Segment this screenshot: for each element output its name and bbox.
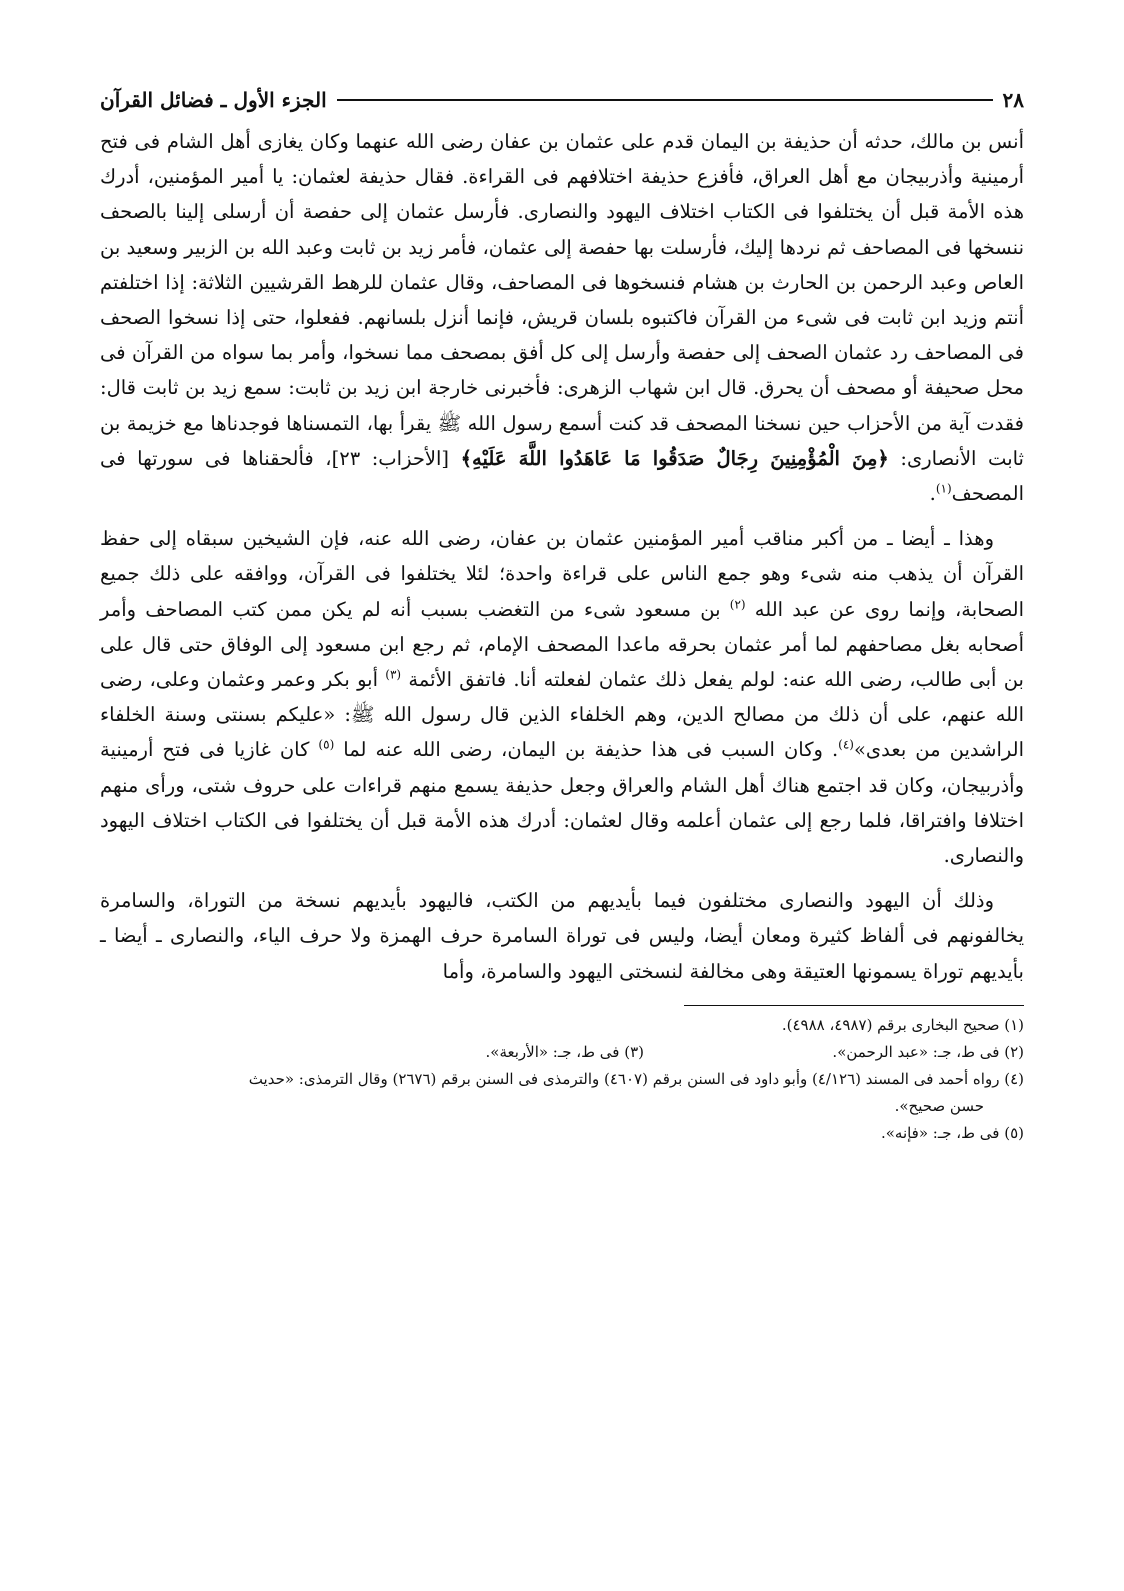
footnote-marker-2: (٢) <box>729 597 746 612</box>
footnotes <box>100 1012 1024 1147</box>
quran-verse: ﴿مِنَ الْمُؤْمِنِينَ رِجَالٌ صَدَقُوا مَا عَاهَدُوا اللَّهَ عَلَيْهِ﴾ <box>460 446 889 470</box>
page-header <box>100 80 1024 120</box>
footnote-1: (١) صحيح البخارى برقم (٤٩٨٧، ٤٩٨٨). <box>781 1015 1024 1034</box>
paragraph-3-text: وذلك أن اليهود والنصارى مختلفون فيما بأيديهم من الكتب، فاليهود بأيديهم نسخة من التوراة، والسامرة يخالفونهم فى ألفاظ كثيرة ومعان أيضا، وليس فى توراة السامرة حرف الهمزة ولا حرف الياء، والنصارى ـ أيضا ـ بأيديهم توراة يسمونها العتيقة وهى مخالفة لنسختى اليهود والسامرة، وأما <box>100 889 1024 983</box>
footnote-3: (٣) فى ط، جـ: «الأربعة». <box>485 1042 644 1061</box>
header-rule <box>337 99 993 101</box>
footnote-row-2-3 <box>100 1039 1024 1066</box>
paragraph-2-text-e: كان غازيا فى فتح أرمينية وأذربيجان، وكان قد اجتمع هناك أهل الشام والعراق وجعل حذيفة يسمع منهم قراءات على حروف شتى، ورأى منهم اختلافا وافتراقا، فلما رجع إلى عثمان أعلمه وقال لعثمان: أدرك هذه الأمة قبل أن يختلفوا فى الكتاب اختلاف اليهود والنصارى. <box>100 738 1024 868</box>
footnote-4: (٤) رواه أحمد فى المسند (٤/١٢٦) وأبو داود فى السنن برقم (٤٦٠٧) والترمذى فى السنن برقم (٢٦٧٦) وقال الترمذى: «حديث <box>248 1069 1024 1088</box>
page-number: ٢٨ <box>1002 88 1024 112</box>
paragraph-1-text-b: [الأحزاب: ٢٣]، فألحقناها فى سورتها فى المصحف <box>100 446 1024 506</box>
paragraph-2-text-d: . وكان السبب فى هذا حذيفة بن اليمان، رضى الله عنه لما <box>334 738 839 762</box>
running-title: الجزء الأول ـ فضائل القرآن <box>100 88 327 112</box>
paragraph-2 <box>100 521 1024 873</box>
footnote-5: (٥) فى ط، جـ: «فإنه». <box>880 1123 1024 1142</box>
footnote-marker-5: (٥) <box>318 737 335 752</box>
footnote-divider <box>684 1005 1024 1006</box>
document-page <box>100 80 1024 1520</box>
paragraph-2-text-a: وهذا ـ أيضا ـ من أكبر مناقب أمير المؤمنين عثمان بن عفان، رضى الله عنه، فإن الشيخين سبقاه إلى حفظ القرآن أن يذهب منه شىء وهو جمع الناس على قراءة واحدة؛ لئلا يختلفوا فى القرآن، ووافقه على ذلك جميع الصحابة، وإنما روى عن عبد الله <box>100 527 1024 621</box>
paragraph-1: أنس بن مالك، حدثه أن حذيفة بن اليمان قدم على عثمان بن عفان رضى الله عنهما وكان يغازى أهل الشام فى فتح أرمينية وأذربيجان مع أهل العراق، فأفزع حذيفة اختلافهم فى القراءة. فقال حذيفة لعثمان: يا أمير المؤمنين، أدرك هذه الأمة قبل أن يختلفوا فى الكتاب اختلاف اليهود والنصارى. فأرسل عثمان إلى حفصة أن أرسلى إلينا بالصحف ننسخها فى المصاحف ثم نردها إليك، فأرسلت بها حفصة إلى عثمان، فأمر زيد بن ثابت وعبد الله بن الزبير وسعيد بن العاص وعبد الرحمن بن الحارث بن هشام فنسخوها فى المصاحف، وقال عثمان للرهط القرشيين الثلاثة: إذا اختلفتم أنتم وزيد ابن ثابت فى شىء من القرآن فاكتبوه بلسان قريش، فإنما أنزل بلسانهم. ففعلوا، حتى إذا نسخوا الصحف فى المصاحف رد عثمان الصحف إلى حفصة وأرسل إلى كل أفق بمصحف مما نسخوا، وأمر بما سواه من القرآن فى محل صحيفة أو مصحف أن يحرق. قال ابن شهاب الزهرى: فأخبرنى خارجة ابن زيد بن ثابت: سمع زيد بن ثابت قال: فقدت آية من الأحزاب حين نسخنا المصحف قد كنت أسمع رسول الله ﷺ يقرأ بها، التمسناها فوجدناها مع خزيمة بن ثابت الأنصارى: ﴿مِنَ الْمُؤْمِنِينَ رِجَالٌ صَدَقُوا مَا عَاهَدُوا اللَّهَ عَلَيْهِ﴾ [الأحزاب: ٢٣]، فألحقناها فى سورتها فى المصحف$^{(١)}$. <box>100 130 1024 506</box>
footnote-marker-1: (١) <box>935 481 952 496</box>
body-text <box>100 124 1024 989</box>
paragraph-3 <box>100 883 1024 989</box>
footnote-4-continued: حسن صحيح». <box>894 1096 984 1115</box>
footnote-marker-3: (٣) <box>385 667 402 682</box>
paragraph-2-text-c: أبو بكر وعمر وعثمان وعلى، رضى الله عنهم، على أن ذلك من مصالح الدين، وهم الخلفاء الذين قال رسول الله ﷺ: «عليكم بسنتى وسنة الخلفاء الراشدين من بعدى» <box>100 668 1024 762</box>
paragraph-2-text-b: بن مسعود شىء من التغضب بسبب أنه لم يكن ممن كتب المصاحف وأمر أصحابه بغل مصاحفهم لما أمر عثمان بحرقه ماعدا المصحف الإمام، ثم رجع ابن مسعود إلى الوفاق حتى قال على بن أبى طالب، رضى الله عنه: لولم يفعل ذلك عثمان لفعلته أنا. فاتفق الأئمة <box>100 597 1024 692</box>
footnote-2: (٢) فى ط، جـ: «عبد الرحمن». <box>832 1042 1024 1061</box>
footnote-marker-4: (٤) <box>838 737 854 752</box>
paragraph-1-text-a: أنس بن مالك، حدثه أن حذيفة بن اليمان قدم على عثمان بن عفان رضى الله عنهما وكان يغازى أهل الشام فى فتح أرمينية وأذربيجان مع أهل العراق، فأفزع حذيفة اختلافهم فى القراءة. فقال حذيفة لعثمان: يا أمير المؤمنين، أدرك هذه الأمة قبل أن يختلفوا فى الكتاب اختلاف اليهود والنصارى. فأرسل عثمان إلى حفصة أن أرسلى إلينا بالصحف ننسخها فى المصاحف ثم نردها إليك، فأرسلت بها حفصة إلى عثمان، فأمر زيد بن ثابت وعبد الله بن الزبير وسعيد بن العاص وعبد الرحمن بن الحارث بن هشام فنسخوها فى المصاحف، وقال عثمان للرهط القرشيين الثلاثة: إذا اختلفتم أنتم وزيد ابن ثابت فى شىء من القرآن فاكتبوه بلسان قريش، فإنما أنزل بلسانهم. ففعلوا، حتى إذا نسخوا الصحف فى المصاحف رد عثمان الصحف إلى حفصة وأرسل إلى كل أفق بمصحف مما نسخوا، وأمر بما سواه من القرآن فى محل صحيفة أو مصحف أن يحرق. قال ابن شهاب الزهرى: فأخبرنى خارجة ابن زيد بن ثابت: سمع زيد بن ثابت قال: فقدت آية من الأحزاب حين نسخنا المصحف قد كنت أسمع رسول الله ﷺ يقرأ بها، التمسناها فوجدناها مع خزيمة بن ثابت الأنصارى: <box>100 130 1024 470</box>
